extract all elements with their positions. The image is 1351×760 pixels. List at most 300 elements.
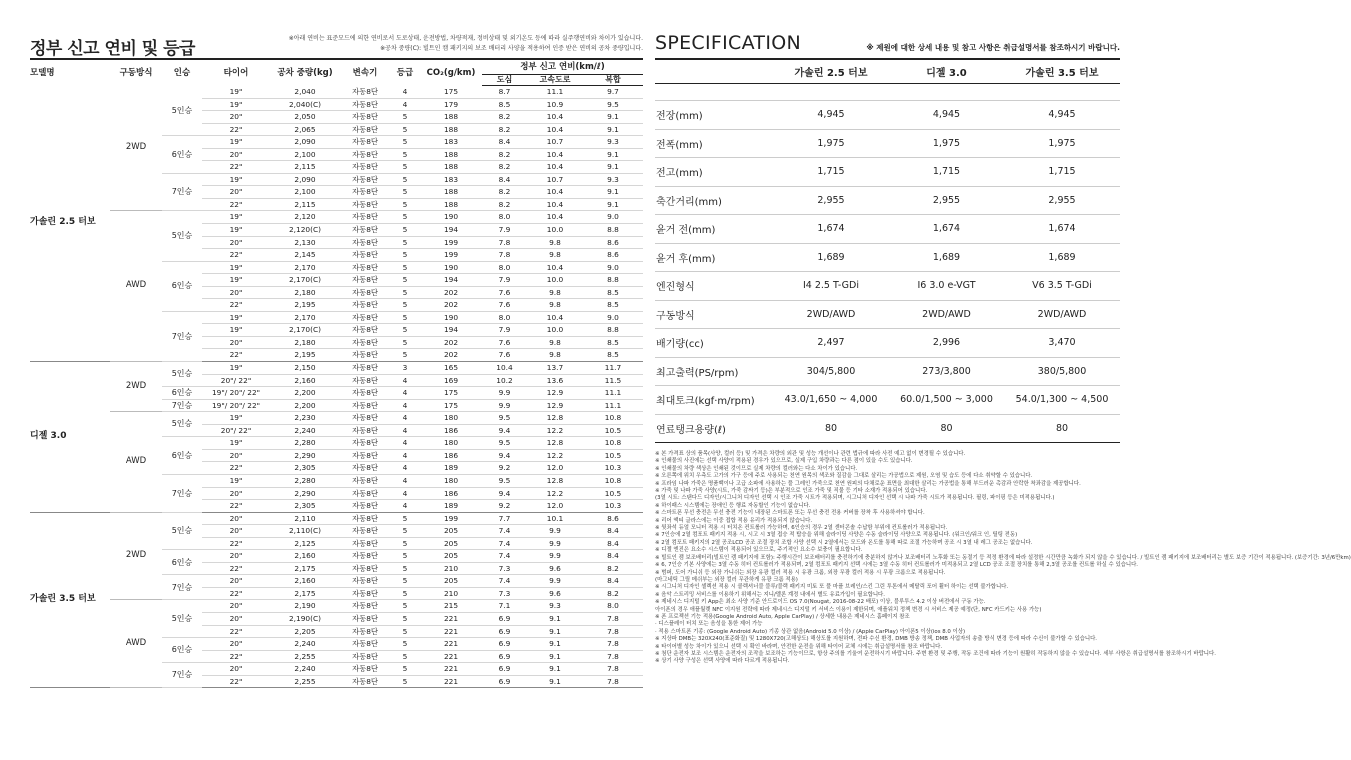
cell-combined: 7.8 [583,625,643,638]
cell-co2: 221 [420,625,482,638]
footnote-line: ※ 리어 액티 글라스에는 이중 접합 적용 유리가 적용되지 않습니다. [655,517,813,524]
spec-value: I6 3.0 e-VGT [889,272,1004,301]
cell-trans: 자동8단 [340,550,390,563]
header-tire: 타이어 [202,59,270,86]
cell-weight: 2,175 [270,562,340,575]
cell-tire: 19" [202,86,270,99]
drive-type: AWD [110,600,162,688]
cell-highway: 9.1 [527,638,583,651]
spec-value: 1,674 [1004,215,1120,244]
cell-weight: 2,195 [270,299,340,312]
cell-grade: 5 [390,136,420,149]
fuel-row [30,512,643,525]
footnote-line: ※ 가죽 및 나파 가죽 사양(시트, 가죽 감싸기 등)은 부분적으로 인조 가죽 및 직물 등 기타 소재가 적용되어 있습니다. [655,488,928,495]
cell-weight: 2,090 [270,136,340,149]
specification-footnotes [655,451,1351,666]
spec-label: 배기량(cc) [655,329,773,358]
spec-value: V6 3.5 T-GDi [1004,272,1120,301]
cell-city: 9.9 [482,399,527,412]
cell-weight: 2,170(C) [270,324,340,337]
cell-co2: 188 [420,111,482,124]
cell-co2: 180 [420,437,482,450]
cell-grade: 5 [390,274,420,287]
fuel-row [30,412,643,425]
cell-grade: 5 [390,650,420,663]
cell-grade: 5 [390,587,420,600]
cell-trans: 자동8단 [340,299,390,312]
cell-tire: 22" [202,625,270,638]
cell-highway: 10.0 [527,324,583,337]
cell-highway: 12.8 [527,412,583,425]
cell-city: 8.0 [482,261,527,274]
cell-grade: 5 [390,663,420,676]
cell-weight: 2,040 [270,86,340,99]
cell-combined: 8.8 [583,324,643,337]
cell-co2: 210 [420,562,482,575]
cell-weight: 2,290 [270,449,340,462]
cell-combined: 9.0 [583,261,643,274]
spec-value: 80 [889,414,1004,443]
spec-value: 43.0/1,650 ~ 4,000 [773,386,889,415]
spec-value: 4,945 [1004,101,1120,130]
cell-co2: 188 [420,198,482,211]
cell-trans: 자동8단 [340,311,390,324]
cell-trans: 자동8단 [340,449,390,462]
cell-tire: 20" [202,612,270,625]
cell-grade: 5 [390,575,420,588]
cell-grade: 5 [390,336,420,349]
cell-weight: 2,130 [270,236,340,249]
cell-city: 8.0 [482,311,527,324]
cell-tire: 20" [202,111,270,124]
cell-tire: 19" [202,98,270,111]
cell-grade: 4 [390,449,420,462]
cell-tire: 22" [202,500,270,513]
cell-city: 7.6 [482,349,527,362]
cell-trans: 자동8단 [340,412,390,425]
spec-value: 1,674 [773,215,889,244]
cell-combined: 7.8 [583,638,643,651]
footnote-line: ※ 인쇄물의 사진에는 선택 사양이 적용된 경우가 있으므로, 실제 구입 차량과는 다른 점이 있을 수도 있습니다. [655,458,913,465]
cell-combined: 9.3 [583,136,643,149]
cell-highway: 9.1 [527,650,583,663]
spec-value: 60.0/1,500 ~ 3,000 [889,386,1004,415]
cell-grade: 4 [390,399,420,412]
fuel-economy-section [30,32,643,688]
cell-highway: 9.1 [527,663,583,676]
cell-trans: 자동8단 [340,362,390,375]
cell-tire: 20" [202,600,270,613]
fuel-economy-table [30,58,643,688]
model-name: 가솔린 3.5 터보 [30,512,110,688]
spec-row [655,414,1120,443]
cell-tire: 20"/ 22" [202,424,270,437]
cell-combined: 10.5 [583,487,643,500]
spec-label: 연료탱크용량(ℓ) [655,414,773,443]
cell-weight: 2,160 [270,374,340,387]
cell-tire: 19" [202,412,270,425]
spec-value: 2WD/AWD [1004,300,1120,329]
cell-grade: 5 [390,349,420,362]
cell-city: 9.5 [482,412,527,425]
cell-trans: 자동8단 [340,399,390,412]
cell-city: 7.3 [482,562,527,575]
spec-value: 1,689 [773,243,889,272]
cell-grade: 4 [390,412,420,425]
cell-trans: 자동8단 [340,198,390,211]
cell-tire: 22" [202,650,270,663]
cell-trans: 자동8단 [340,474,390,487]
footnote-line: ※ 음악 스트리밍 서비스를 이용하기 위해서는 지니/멜론 계정 내에서 별도 유료가입이 필요합니다. [655,591,885,598]
cell-combined: 11.5 [583,374,643,387]
cell-combined: 8.5 [583,286,643,299]
cell-grade: 5 [390,123,420,136]
cell-tire: 19" [202,474,270,487]
cell-weight: 2,120 [270,211,340,224]
spec-value: 1,975 [889,129,1004,158]
footnote-line: 아이폰의 경우 애플월렛 NFC 이지원 전략에 따라 제네시스 디지털 키 서비스 이용이 제한되며, 애플워치 정책 변경 시 서비스 제공 예정(단, NFC 카드키는 사용 가능) [655,606,1042,613]
cell-trans: 자동8단 [340,86,390,99]
cell-co2: 194 [420,274,482,287]
cell-trans: 자동8단 [340,336,390,349]
cell-co2: 190 [420,261,482,274]
cell-city: 8.2 [482,123,527,136]
cell-weight: 2,290 [270,487,340,500]
cell-weight: 2,200 [270,399,340,412]
cell-highway: 10.0 [527,274,583,287]
spec-value: 2WD/AWD [773,300,889,329]
spec-value: 1,689 [1004,243,1120,272]
cell-grade: 4 [390,98,420,111]
cell-weight: 2,170(C) [270,274,340,287]
cell-trans: 자동8단 [340,161,390,174]
spec-row [655,243,1120,272]
header-model: 모델명 [30,59,110,86]
footnote-line: ※ 오른쪽에 위치 우측도 고가의 가구 등에 주로 사용되는 천연 원목의 색조와 질감을 그대로 살리는 가공법으로 제원, 오염 및 습도 등에 다소 취약할 수 있습니다. [655,473,1033,480]
cell-tire: 20" [202,336,270,349]
cell-trans: 자동8단 [340,587,390,600]
cell-highway: 9.9 [527,525,583,538]
cell-city: 7.4 [482,525,527,538]
footnote-line: ※ 2열 컴포트 패키지의 2열 공조LCD 공조 조절 장치 조합 사양 선택 시 2열에서는 모드와 온도를 통해 따로 조절 가능하며 공조 시 3열 내 레그 공조는 없습니다. [655,539,1033,546]
cell-highway: 13.7 [527,362,583,375]
cell-city: 8.7 [482,86,527,99]
cell-weight: 2,065 [270,123,340,136]
cell-combined: 11.1 [583,387,643,400]
cell-grade: 5 [390,111,420,124]
cell-city: 9.4 [482,487,527,500]
cell-weight: 2,195 [270,349,340,362]
cell-tire: 22" [202,562,270,575]
spec-value: 380/5,800 [1004,357,1120,386]
header-transmission: 변속기 [340,59,390,86]
cell-tire: 22" [202,299,270,312]
cell-highway: 12.0 [527,462,583,475]
cell-weight: 2,100 [270,148,340,161]
cell-co2: 180 [420,412,482,425]
cell-tire: 19" [202,261,270,274]
seat-config: 7인승 [162,399,202,412]
cell-tire: 20" [202,236,270,249]
cell-grade: 5 [390,562,420,575]
cell-co2: 186 [420,424,482,437]
cell-highway: 12.0 [527,500,583,513]
cell-highway: 12.8 [527,437,583,450]
cell-tire: 22" [202,349,270,362]
cell-highway: 12.2 [527,487,583,500]
cell-trans: 자동8단 [340,111,390,124]
cell-trans: 자동8단 [340,562,390,575]
cell-weight: 2,280 [270,437,340,450]
cell-tire: 22" [202,123,270,136]
seat-config: 5인승 [162,362,202,387]
cell-grade: 5 [390,198,420,211]
footnote-line: ※ 뒷좌석 듀얼 모니터 적용 시 터치온 컨트롤러 가능하며, 6인승의 경우 2열 센터콘솔 수납함 부위에 컨트롤러가 적용됩니다. [655,525,948,532]
cell-trans: 자동8단 [340,575,390,588]
spec-value: 273/3,800 [889,357,1004,386]
spec-row [655,158,1120,187]
cell-grade: 5 [390,600,420,613]
cell-co2: 186 [420,449,482,462]
cell-highway: 9.8 [527,236,583,249]
spec-row [655,300,1120,329]
header-combined: 복합 [583,75,643,86]
cell-highway: 9.9 [527,537,583,550]
cell-highway: 10.4 [527,211,583,224]
cell-combined: 11.7 [583,362,643,375]
cell-trans: 자동8단 [340,349,390,362]
cell-highway: 9.8 [527,299,583,312]
spec-value: 2WD/AWD [889,300,1004,329]
cell-combined: 9.1 [583,123,643,136]
fuel-row [30,86,643,99]
spec-spacer-row [655,84,1120,101]
cell-grade: 4 [390,500,420,513]
cell-grade: 5 [390,148,420,161]
cell-co2: 194 [420,224,482,237]
model-name: 가솔린 2.5 터보 [30,86,110,362]
footnote-line: ※ 타이어별 성능 차이가 있으니 선택 시 확인 바라며, 안전한 운전을 위해 타이어 교체 시에는 취급설명서를 참조 바랍니다. [655,643,943,650]
cell-trans: 자동8단 [340,612,390,625]
cell-co2: 188 [420,148,482,161]
cell-combined: 9.1 [583,186,643,199]
cell-highway: 12.8 [527,474,583,487]
seat-config: 6인승 [162,437,202,475]
seat-config: 7인승 [162,575,202,600]
cell-combined: 8.4 [583,575,643,588]
cell-city: 6.9 [482,663,527,676]
cell-city: 7.9 [482,324,527,337]
cell-city: 7.4 [482,550,527,563]
cell-weight: 2,125 [270,537,340,550]
cell-highway: 10.4 [527,311,583,324]
seat-config: 6인승 [162,638,202,663]
cell-grade: 5 [390,537,420,550]
cell-highway: 9.1 [527,612,583,625]
cell-co2: 221 [420,675,482,688]
cell-combined: 7.8 [583,663,643,676]
spec-label: 전폭(mm) [655,129,773,158]
cell-city: 7.6 [482,299,527,312]
cell-trans: 자동8단 [340,663,390,676]
drive-type: 2WD [110,512,162,600]
cell-tire: 22" [202,587,270,600]
cell-co2: 199 [420,249,482,262]
cell-city: 6.9 [482,625,527,638]
cell-combined: 8.6 [583,236,643,249]
cell-trans: 자동8단 [340,512,390,525]
spec-row [655,272,1120,301]
cell-trans: 자동8단 [340,211,390,224]
cell-co2: 221 [420,612,482,625]
cell-highway: 10.0 [527,224,583,237]
cell-trans: 자동8단 [340,625,390,638]
cell-co2: 183 [420,173,482,186]
cell-highway: 9.3 [527,600,583,613]
spec-label: 윤거 후(mm) [655,243,773,272]
cell-combined: 8.0 [583,600,643,613]
spec-value: 4,945 [773,101,889,130]
cell-city: 8.4 [482,136,527,149]
cell-co2: 221 [420,638,482,651]
seat-config: 5인승 [162,512,202,550]
footnote-line: (마그네틱 그릴 메쉬부는 외장 컬러 무관하게 유광 크롬 적용) [655,576,798,583]
cell-city: 9.4 [482,449,527,462]
spec-label: 전고(mm) [655,158,773,187]
cell-trans: 자동8단 [340,236,390,249]
spec-value: 3,470 [1004,329,1120,358]
cell-highway: 9.8 [527,349,583,362]
cell-grade: 5 [390,324,420,337]
cell-weight: 2,180 [270,286,340,299]
cell-city: 8.4 [482,173,527,186]
spec-row [655,101,1120,130]
cell-grade: 5 [390,638,420,651]
cell-grade: 5 [390,224,420,237]
cell-trans: 자동8단 [340,324,390,337]
spec-value: 4,945 [889,101,1004,130]
cell-city: 10.2 [482,374,527,387]
footnote-line: ※ 본 가격표 상의 품목(사양, 컬러 등) 및 가격은 차량의 외관 및 성능 개선이나 관련 법규에 따라 사전 예고 없이 변경될 수 있습니다. [655,451,966,457]
cell-tire: 20" [202,449,270,462]
specification-section [655,32,1351,666]
cell-weight: 2,230 [270,412,340,425]
cell-weight: 2,160 [270,575,340,588]
cell-highway: 9.6 [527,562,583,575]
cell-co2: 183 [420,136,482,149]
cell-combined: 10.3 [583,462,643,475]
cell-city: 7.6 [482,336,527,349]
cell-co2: 194 [420,324,482,337]
footnote-line: ※ 상기 사양 구성은 선택 사양에 따라 다르게 적용됩니다. [655,658,790,665]
cell-weight: 2,240 [270,638,340,651]
cell-grade: 5 [390,625,420,638]
cell-weight: 2,175 [270,587,340,600]
cell-city: 7.9 [482,274,527,287]
cell-weight: 2,170 [270,261,340,274]
cell-grade: 5 [390,161,420,174]
cell-co2: 175 [420,86,482,99]
cell-combined: 10.8 [583,437,643,450]
cell-combined: 10.8 [583,474,643,487]
cell-co2: 190 [420,311,482,324]
cell-combined: 9.3 [583,173,643,186]
footnote-line: (3열 시트: 스탠다드 디자인/시그니처 디자인 선택 시 인조 가죽 시트가 적용되며, 시그니처 디자인 선택 시 나파 가죽 시트가 적용됩니다. 필링, 파이핑 등은 미적용됩니다.) [655,495,1055,502]
header-city: 도심 [482,75,527,86]
header-drive: 구동방식 [110,59,162,86]
footnote-line: ※ 7인승에 2열 컴포트 패키지 적용 시, 시고 시 3열 접승 적 탑승을 위해 슬라이딩 사양은 수동 슬라이딩 사양으로 적용됩니다. (워크인/워크 인, 틸팅 전동) [655,532,1018,539]
cell-weight: 2,205 [270,625,340,638]
cell-co2: 188 [420,123,482,136]
cell-grade: 5 [390,612,420,625]
footnote-line: ※ 제네시스 디지털 키 App은 최소 사양 기준 안드로이드 OS 7.0(Nougat, 2016-08-22 배포) 이상, 블루투스 4.2 이상 버전에서 구동 가능. [655,599,986,606]
footnote-line: ※ 스마트폰 무선 충전은 무선 충전 기능이 내장된 스마트폰 또는 무선 충전 전용 커버를 장착 후 사용하셔야 합니다. [655,510,925,517]
cell-weight: 2,150 [270,362,340,375]
cell-weight: 2,255 [270,650,340,663]
cell-weight: 2,115 [270,198,340,211]
cell-city: 6.9 [482,650,527,663]
cell-highway: 12.9 [527,399,583,412]
cell-city: 7.6 [482,286,527,299]
cell-highway: 10.4 [527,186,583,199]
footnote-line: ※ 6, 7인승 기본 사양에는 3열 수동 히터 컨트롤러가 적용되며, 2열 컴포트 패키지 선택 시에는 3열 수동 히터 컨트롤러가 미적용되고 2열 LCD 공조 조절 장치를 통해 2,3열 공조를 컨트롤 하실 수 있습니다. [655,562,1138,569]
header-highway: 고속도로 [527,75,583,86]
cell-city: 6.9 [482,612,527,625]
cell-trans: 자동8단 [340,525,390,538]
header-fuel-economy: 정부 신고 연비(km/ℓ) [482,59,643,75]
spec-value: 1,715 [889,158,1004,187]
cell-tire: 19" [202,362,270,375]
cell-trans: 자동8단 [340,387,390,400]
cell-co2: 202 [420,349,482,362]
cell-weight: 2,305 [270,500,340,513]
fuel-economy-title: 정부 신고 연비 및 등급 [30,39,195,59]
cell-combined: 8.5 [583,336,643,349]
spec-label: 최고출력(PS/rpm) [655,357,773,386]
cell-weight: 2,190 [270,600,340,613]
cell-weight: 2,090 [270,173,340,186]
cell-grade: 5 [390,211,420,224]
cell-grade: 4 [390,86,420,99]
cell-co2: 165 [420,362,482,375]
model-name: 디젤 3.0 [30,362,110,513]
spec-value: 2,996 [889,329,1004,358]
cell-highway: 9.6 [527,587,583,600]
cell-trans: 자동8단 [340,487,390,500]
cell-trans: 자동8단 [340,437,390,450]
cell-trans: 자동8단 [340,600,390,613]
cell-city: 8.2 [482,161,527,174]
cell-tire: 22" [202,198,270,211]
cell-city: 6.9 [482,675,527,688]
cell-city: 9.2 [482,500,527,513]
cell-grade: 5 [390,249,420,262]
header-weight: 공차 중량(kg) [270,59,340,86]
spec-value: 1,715 [1004,158,1120,187]
cell-highway: 10.7 [527,173,583,186]
cell-tire: 22" [202,161,270,174]
cell-weight: 2,305 [270,462,340,475]
cell-tire: 19" [202,136,270,149]
cell-trans: 자동8단 [340,224,390,237]
cell-combined: 9.1 [583,111,643,124]
cell-highway: 10.7 [527,136,583,149]
seat-config: 5인승 [162,412,202,437]
cell-weight: 2,100 [270,186,340,199]
cell-highway: 9.8 [527,336,583,349]
specification-header [655,32,1120,58]
specification-title: SPECIFICATION [655,32,801,54]
